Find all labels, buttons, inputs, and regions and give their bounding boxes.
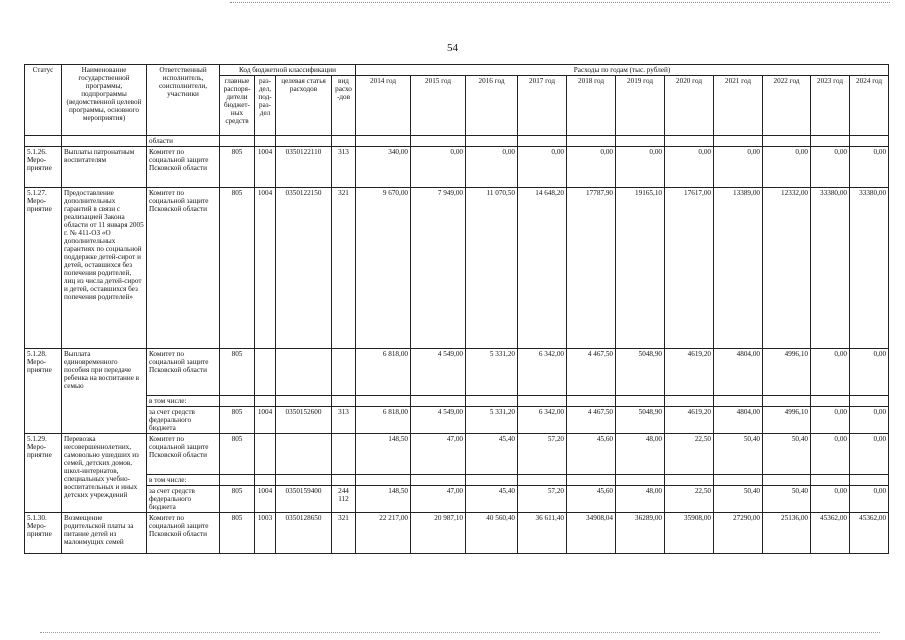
cell-csr — [276, 434, 332, 475]
cell-value: 25136,00 — [763, 513, 811, 554]
header-year: 2014 год — [356, 76, 411, 136]
cell-rzpr: 1004 — [255, 147, 276, 188]
cell-value: 47,00 — [411, 434, 466, 475]
cell-vr — [332, 349, 356, 396]
cell-responsible: Комитет по социальной защите Псковской области — [147, 147, 220, 188]
cell-responsible: за счет средств федерального бюджета — [147, 407, 220, 434]
cell-value: 50,40 — [763, 486, 811, 513]
cell-rzpr — [255, 349, 276, 396]
cell-rzpr — [255, 434, 276, 475]
header-rzpr: раз-дел, под-раз-дел — [255, 76, 276, 136]
cell-responsible: за счет средств федерального бюджета — [147, 486, 220, 513]
cell-value: 4619,20 — [665, 349, 714, 396]
table-row — [25, 434, 889, 475]
cell-value: 5048,90 — [616, 349, 665, 396]
cell-csr: 0350122110 — [276, 147, 332, 188]
header-name: Наименование государственной программы, подпрограммы (ведомственной целевой программы, основного мероприятия) — [62, 65, 147, 136]
cell-responsible: области — [147, 136, 220, 147]
cell-grbs: 805 — [220, 513, 255, 554]
cell-value: 9 670,00 — [356, 188, 411, 349]
table-row — [25, 136, 889, 147]
cell-value: 13389,00 — [714, 188, 763, 349]
cell-value: 0,00 — [518, 147, 567, 188]
cell-csr — [276, 349, 332, 396]
cell-value: 4 549,00 — [411, 407, 466, 434]
header-responsible: Ответственный исполнитель, соисполнители, участники — [147, 65, 220, 136]
table-row — [25, 486, 889, 513]
cell-rzpr: 1004 — [255, 188, 276, 349]
cell-responsible: в том числе: — [147, 396, 220, 407]
cell-value: 4804,00 — [714, 349, 763, 396]
cell-vr: 321 — [332, 513, 356, 554]
page-number: 54 — [447, 42, 458, 54]
cell-value: 36289,00 — [616, 513, 665, 554]
cell-value: 4 467,50 — [567, 407, 616, 434]
cell-value: 45,40 — [466, 486, 518, 513]
cell-status — [25, 136, 62, 147]
cell-responsible: Комитет по социальной защите Псковской области — [147, 349, 220, 396]
header-csr: целевая статья расходов — [276, 76, 332, 136]
scan-edge-line — [40, 632, 880, 633]
header-year: 2024 год — [850, 76, 889, 136]
cell-vr: 244 112 — [332, 486, 356, 513]
cell-value: 11 070,50 — [466, 188, 518, 349]
cell-vr — [332, 434, 356, 475]
cell-value: 0,00 — [714, 147, 763, 188]
cell-responsible: Комитет по социальной защите Псковской области — [147, 188, 220, 349]
cell-name: Перевозка несовершеннолетних, самовольно ушедших из семей, детских домов, школ-интернатов, специальных учебно-воспитательных и иных детских учреждений — [62, 434, 147, 513]
cell-name: Выплата единовременного пособия при передаче ребенка на воспитание в семью — [62, 349, 147, 434]
table-row — [25, 147, 889, 188]
cell-csr: 0350128650 — [276, 513, 332, 554]
cell-value: 45362,00 — [850, 513, 889, 554]
table-row — [25, 475, 889, 486]
cell-value: 0,00 — [811, 434, 850, 475]
table-row — [25, 188, 889, 349]
cell-csr: 0350152600 — [276, 407, 332, 434]
cell-value: 5 331,20 — [466, 407, 518, 434]
table-row — [25, 513, 889, 554]
cell-status: 5.1.26. Меро-приятие — [25, 147, 62, 188]
cell-name: Предоставление дополнительных гарантий в связи с реализацией Закона области от 11 января 2005 г. № 411-ОЗ «О дополнительных гарантиях по социальной поддержке детей-сирот и детей, оставшихся без попечения родителей, лиц из числа детей-сирот и детей, оставшихся без попечения родителей» — [62, 188, 147, 349]
cell-value: 33380,00 — [811, 188, 850, 349]
header-kbk: Код бюджетной классификации — [220, 65, 356, 76]
cell-grbs: 805 — [220, 486, 255, 513]
cell-value: 0,00 — [850, 349, 889, 396]
cell-value: 5 331,20 — [466, 349, 518, 396]
header-expenses: Расходы по годам (тыс. рублей) — [356, 65, 889, 76]
cell-value: 45,60 — [567, 486, 616, 513]
cell-value: 0,00 — [811, 349, 850, 396]
cell-value: 0,00 — [466, 147, 518, 188]
cell-value: 36 611,40 — [518, 513, 567, 554]
cell-vr: 313 — [332, 407, 356, 434]
cell-value: 47,00 — [411, 486, 466, 513]
table-row — [25, 396, 889, 407]
header-year: 2023 год — [811, 76, 850, 136]
cell-value: 4 549,00 — [411, 349, 466, 396]
cell-value: 0,00 — [811, 147, 850, 188]
cell-value: 0,00 — [811, 407, 850, 434]
header-year: 2016 год — [466, 76, 518, 136]
cell-value: 12332,00 — [763, 188, 811, 349]
budget-table — [24, 64, 889, 554]
cell-value: 340,00 — [356, 147, 411, 188]
cell-status: 5.1.30. Меро-приятие — [25, 513, 62, 554]
cell-value: 19165,10 — [616, 188, 665, 349]
cell-grbs: 805 — [220, 188, 255, 349]
cell-value: 6 342,00 — [518, 407, 567, 434]
cell-value: 27290,00 — [714, 513, 763, 554]
cell-value: 33380,00 — [850, 188, 889, 349]
cell-value: 45,40 — [466, 434, 518, 475]
cell-value: 6 342,00 — [518, 349, 567, 396]
cell-value: 4 467,50 — [567, 349, 616, 396]
cell-csr: 0350159400 — [276, 486, 332, 513]
cell-value: 40 560,40 — [466, 513, 518, 554]
cell-value: 0,00 — [850, 434, 889, 475]
cell-value: 0,00 — [567, 147, 616, 188]
cell-grbs: 805 — [220, 434, 255, 475]
cell-value: 0,00 — [850, 147, 889, 188]
cell-vr: 321 — [332, 188, 356, 349]
cell-vr: 313 — [332, 147, 356, 188]
cell-responsible: Комитет по социальной защите Псковской области — [147, 513, 220, 554]
cell-value: 35908,00 — [665, 513, 714, 554]
cell-value: 5048,90 — [616, 407, 665, 434]
cell-value: 45362,00 — [811, 513, 850, 554]
cell-name — [62, 136, 147, 147]
cell-rzpr: 1003 — [255, 513, 276, 554]
cell-value: 148,50 — [356, 486, 411, 513]
cell-grbs: 805 — [220, 147, 255, 188]
cell-value: 34908,04 — [567, 513, 616, 554]
cell-value: 7 949,00 — [411, 188, 466, 349]
cell-value: 6 818,00 — [356, 407, 411, 434]
header-year: 2020 год — [665, 76, 714, 136]
cell-value: 148,50 — [356, 434, 411, 475]
cell-value: 22,50 — [665, 434, 714, 475]
cell-responsible: в том числе: — [147, 475, 220, 486]
cell-name: Возмещение родительской платы за питание детей из малоимущих семей — [62, 513, 147, 554]
cell-value: 48,00 — [616, 434, 665, 475]
cell-value: 4619,20 — [665, 407, 714, 434]
cell-value: 0,00 — [616, 147, 665, 188]
cell-rzpr: 1004 — [255, 407, 276, 434]
header-year: 2022 год — [763, 76, 811, 136]
cell-value: 0,00 — [763, 147, 811, 188]
header-vr: вид расхо-дов — [332, 76, 356, 136]
cell-value: 20 987,10 — [411, 513, 466, 554]
cell-value: 4804,00 — [714, 407, 763, 434]
cell-value: 57,20 — [518, 486, 567, 513]
cell-value: 6 818,00 — [356, 349, 411, 396]
table-row — [25, 349, 889, 396]
cell-value: 57,20 — [518, 434, 567, 475]
cell-value: 17617,00 — [665, 188, 714, 349]
cell-value: 50,40 — [714, 434, 763, 475]
cell-rzpr: 1004 — [255, 486, 276, 513]
header-year: 2015 год — [411, 76, 466, 136]
cell-grbs: 805 — [220, 407, 255, 434]
header-status: Статус — [25, 65, 62, 136]
header-year: 2021 год — [714, 76, 763, 136]
cell-responsible: Комитет по социальной защите Псковской области — [147, 434, 220, 475]
cell-name: Выплаты патронатным воспитателям — [62, 147, 147, 188]
header-year: 2019 год — [616, 76, 665, 136]
cell-value: 0,00 — [811, 486, 850, 513]
table-row — [25, 407, 889, 434]
cell-value: 14 648,20 — [518, 188, 567, 349]
cell-value: 17787,90 — [567, 188, 616, 349]
cell-value: 0,00 — [850, 486, 889, 513]
cell-value: 50,40 — [763, 434, 811, 475]
scan-edge-line — [230, 2, 890, 3]
cell-value: 22 217,00 — [356, 513, 411, 554]
header-year: 2018 год — [567, 76, 616, 136]
cell-csr: 0350122150 — [276, 188, 332, 349]
cell-value: 48,00 — [616, 486, 665, 513]
cell-value: 0,00 — [411, 147, 466, 188]
header-grbs: главные распоря-дители бюджет-ных средств — [220, 76, 255, 136]
cell-value: 45,60 — [567, 434, 616, 475]
cell-value: 0,00 — [665, 147, 714, 188]
cell-value: 50,40 — [714, 486, 763, 513]
cell-value: 22,50 — [665, 486, 714, 513]
cell-status: 5.1.29. Меро-приятие — [25, 434, 62, 513]
cell-status: 5.1.28. Меро-приятие — [25, 349, 62, 434]
cell-value: 0,00 — [850, 407, 889, 434]
cell-status: 5.1.27. Меро-приятие — [25, 188, 62, 349]
header-year: 2017 год — [518, 76, 567, 136]
cell-value: 4996,10 — [763, 407, 811, 434]
cell-grbs: 805 — [220, 349, 255, 396]
cell-value: 4996,10 — [763, 349, 811, 396]
